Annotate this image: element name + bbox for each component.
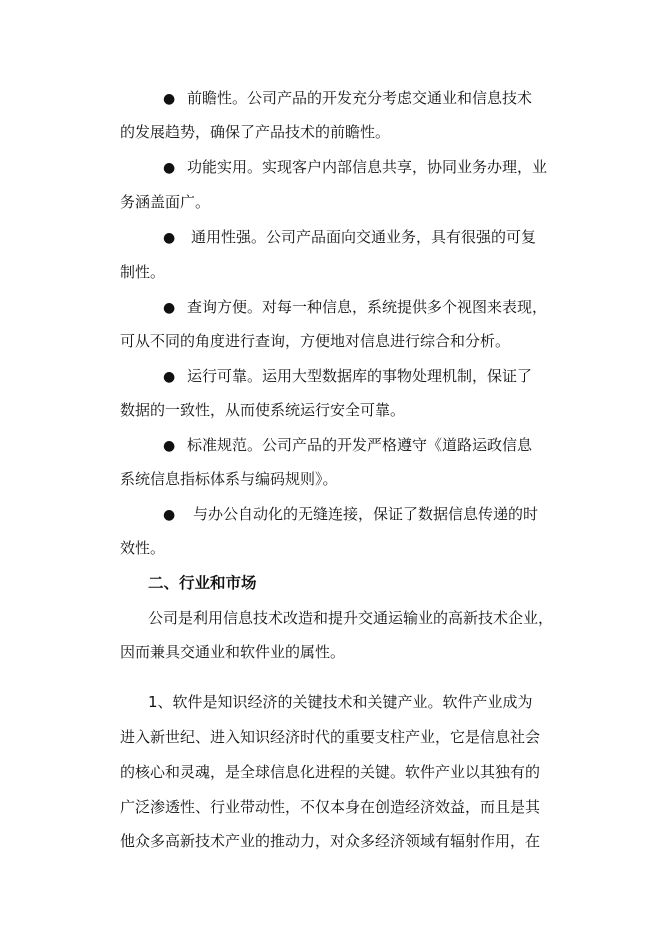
bullet-item-5-line-1 <box>163 366 532 387</box>
bullet-item-text: 功能实用。实现客户内部信息共享，协同业务办理，业 <box>187 158 548 176</box>
bullet-item-1-line-2: 的发展趋势，确保了产品技术的前瞻性。 <box>120 123 391 141</box>
intro-line-2: 因而兼具交通业和软件业的属性。 <box>120 643 346 661</box>
bullet-item-1-line-1 <box>163 88 532 109</box>
bullet-item-6-line-2: 系统信息指标体系与编码规则》。 <box>120 470 338 488</box>
bullet-item-4-line-1 <box>163 297 547 318</box>
bullet-item-text: 前瞻性。公司产品的开发充分考虑交通业和信息技术 <box>187 89 533 107</box>
bullet-icon: ● <box>163 91 176 107</box>
bullet-item-7-line-1 <box>163 504 538 525</box>
bullet-item-2-line-2: 务涵盖面广。 <box>120 193 211 211</box>
bullet-item-4-line-2: 可从不同的角度进行查询，方便地对信息进行综合和分析。 <box>120 332 511 350</box>
point1-line-2: 进入新世纪、进入知识经济时代的重要支柱产业，它是信息社会 <box>120 728 541 746</box>
bullet-icon: ● <box>163 438 176 454</box>
section-heading: 二、行业和市场 <box>148 574 257 592</box>
bullet-icon: ● <box>163 369 176 385</box>
bullet-item-text: 通用性强。公司产品面向交通业务，具有很强的可复 <box>191 228 537 246</box>
bullet-item-text: 与办公自动化的无缝连接，保证了数据信息传递的时 <box>193 505 539 523</box>
point1-line-3: 的核心和灵魂，是全球信息化进程的关键。软件产业以其独有的 <box>120 763 541 781</box>
point1-line-4: 广泛渗透性、行业带动性，不仅本身在创造经济效益，而且是其 <box>120 798 541 816</box>
bullet-item-7-line-2: 效性。 <box>120 539 166 557</box>
bullet-item-6-line-1 <box>163 435 532 456</box>
point1-line-5: 他众多高新技术产业的推动力，对众多经济领域有辐射作用，在 <box>120 832 541 850</box>
bullet-item-text: 标准规范。公司产品的开发严格遵守《道路运政信息 <box>187 436 533 454</box>
bullet-icon: ● <box>163 160 176 176</box>
bullet-item-3-line-1 <box>163 227 536 248</box>
bullet-item-3-line-2: 制性。 <box>120 263 166 281</box>
bullet-item-5-line-2: 数据的一致性，从而使系统运行安全可靠。 <box>120 401 406 419</box>
bullet-icon: ● <box>163 300 176 316</box>
point1-line-1: 1、软件是知识经济的关键技术和关键产业。软件产业成为 <box>148 693 533 711</box>
bullet-item-text: 查询方便。对每一种信息，系统提供多个视图来表现， <box>187 298 548 316</box>
bullet-icon: ● <box>163 507 176 523</box>
intro-line-1: 公司是利用信息技术改造和提升交通运输业的高新技术企业， <box>148 609 554 627</box>
bullet-icon: ● <box>163 230 176 246</box>
bullet-item-2-line-1 <box>163 157 547 178</box>
bullet-item-text: 运行可靠。运用大型数据库的事物处理机制，保证了 <box>187 367 533 385</box>
